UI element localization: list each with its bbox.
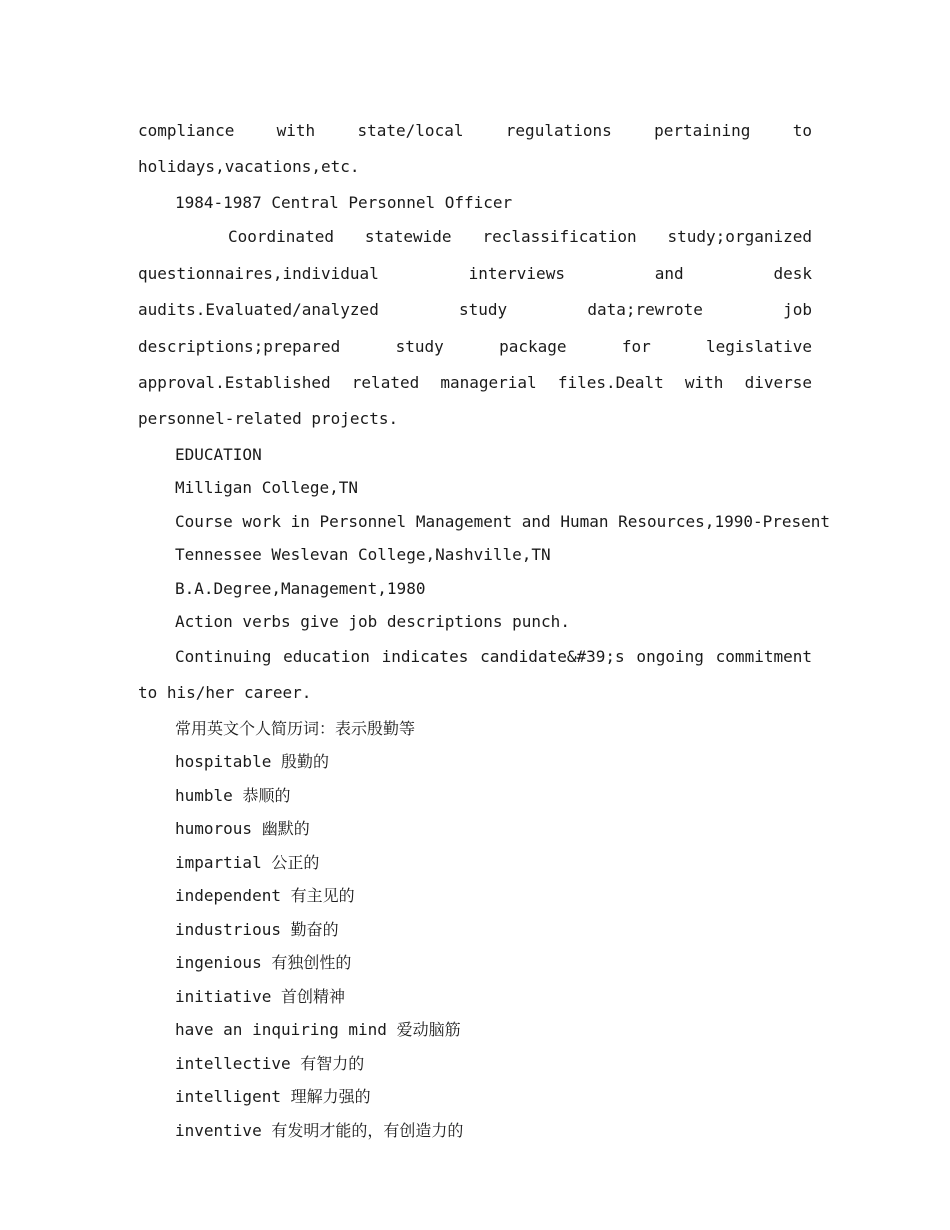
vocab-en: initiative (175, 986, 272, 1006)
vocab-item (138, 1047, 812, 1081)
education-line: B.A.Degree,Management,1980 (175, 578, 426, 598)
vocab-en: industrious (175, 919, 281, 939)
education-line: Tennessee Weslevan College,Nashville,TN (175, 545, 551, 565)
education-line: Milligan College,TN (175, 478, 359, 498)
job-title-line: 1984-1987 Central Personnel Officer (175, 192, 513, 212)
education-heading: EDUCATION (175, 444, 262, 464)
vocab-zh: 幽默的 (261, 819, 310, 839)
vocab-en: humble (175, 785, 233, 805)
vocab-en: intelligent (175, 1087, 281, 1107)
vocab-en: humorous (175, 819, 253, 839)
vocab-item (138, 1114, 812, 1148)
vocab-zh: 有发明才能的，有创造力的 (271, 1120, 464, 1140)
vocab-zh: 公正的 (271, 852, 320, 872)
vocab-item (138, 913, 812, 947)
vocab-item (138, 879, 812, 913)
vocab-zh: 有独创性的 (271, 953, 352, 973)
vocab-item (138, 812, 812, 846)
continuing-education-paragraph: Continuing education indicates candidate&#39;s ongoing commitment to his/her career. (138, 646, 812, 703)
job-description-paragraph: Coordinated statewide reclassification study;organized questionnaires,individual interviews and desk audits.Evaluated/analyzed study data;rewrote job descriptions;prepared study package for legislative approval.Established related managerial files.Dealt with diverse personnel-related projects. (138, 227, 812, 429)
vocab-zh: 爱动脑筋 (396, 1020, 461, 1040)
vocab-zh: 有智力的 (300, 1053, 365, 1073)
vocab-zh: 有主见的 (290, 886, 355, 906)
vocab-en: inventive (175, 1120, 262, 1140)
document-page (138, 113, 831, 1147)
vocab-en: ingenious (175, 953, 262, 973)
vocab-zh: 首创精神 (280, 986, 345, 1006)
vocab-zh: 恭顺的 (242, 785, 291, 805)
vocab-item (138, 1080, 812, 1114)
vocab-zh: 勤奋的 (290, 919, 339, 939)
education-section (138, 438, 831, 639)
vocab-en: hospitable (175, 752, 272, 772)
vocab-item (138, 745, 812, 779)
vocab-item (138, 1013, 812, 1047)
vocab-en: have an inquiring mind (175, 1020, 387, 1040)
vocabulary-section (138, 712, 812, 1148)
vocab-zh: 理解力强的 (290, 1087, 371, 1107)
vocab-zh: 殷勤的 (280, 752, 329, 772)
vocab-item (138, 779, 812, 813)
education-line: Action verbs give job descriptions punch. (175, 612, 570, 632)
education-line: Course work in Personnel Management and Human Resources,1990-Present (175, 511, 831, 531)
vocab-en: impartial (175, 852, 262, 872)
vocab-en: intellective (175, 1053, 291, 1073)
vocab-item (138, 846, 812, 880)
intro-paragraph: compliance with state/local regulations pertaining to holidays,vacations,etc. (138, 121, 812, 177)
vocab-en: independent (175, 886, 281, 906)
vocab-item (138, 946, 812, 980)
vocab-item (138, 980, 812, 1014)
vocabulary-heading: 常用英文个人简历词：表示殷勤等 (175, 718, 416, 738)
